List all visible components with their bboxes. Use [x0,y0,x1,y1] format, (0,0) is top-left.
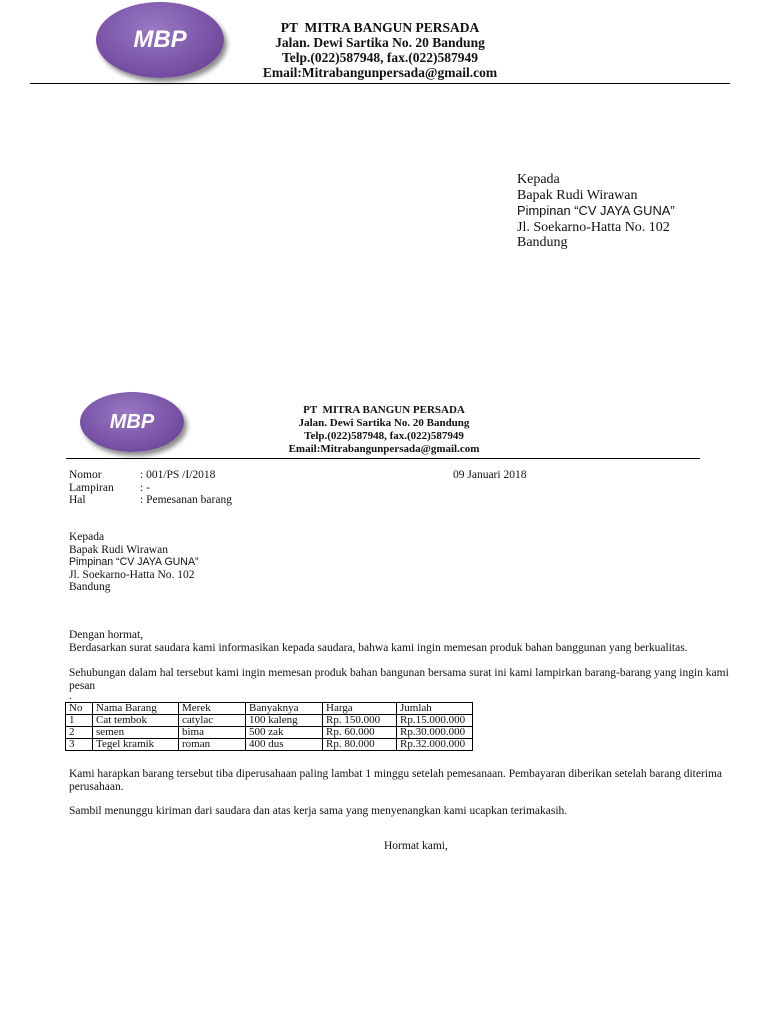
cell-banyaknya: 100 kaleng [246,715,323,727]
cell-nama-barang: Cat tembok [93,715,179,727]
company-phone: Telp.(022)587948, fax.(022)587949 [282,50,478,65]
items-table [65,702,473,751]
recipient-city-2: Bandung [69,581,111,594]
paragraph-3-line-1: Kami harapkan barang tersebut tiba diperusahaan paling lambat 1 minggu setelah pemesanaan. Pembayaran diberikan setelah barang diterima [69,768,723,780]
recipient-title-2: Pimpinan “CV JAYA GUNA” [69,556,199,569]
company-address: Jalan. Dewi Sartika No. 20 Bandung [275,35,485,50]
recipient-name-2: Bapak Rudi Wirawan [69,543,168,556]
cell-jumlah: Rp.32.000.000 [397,739,473,751]
header-merek: Merek [179,703,246,715]
cell-merek: bima [179,727,246,739]
cell-nama-barang: Tegel kramik [93,739,179,751]
recipient-name: Bapak Rudi Wirawan [517,187,638,203]
nomor-label: Nomor [69,469,102,481]
header-harga: Harga [323,703,397,715]
cell-banyaknya: 500 zak [246,727,323,739]
paragraph-3 [69,768,722,793]
paragraph-4: Sambil menunggu kiriman dari saudara dan atas kerja sama yang menyenangkan kami ucapkan terimakasih. [69,805,568,817]
recipient-city: Bandung [517,235,568,250]
paragraph-2-dot: . [69,690,72,703]
letterhead-top [240,20,520,80]
paragraph-2-line-1: Sehubungan dalam hal tersebut kami ingin memesan produk bahan bangunan bersama surat ini kami lampirkan barang-barang yang ingin kami [69,667,729,679]
company-email: Email:Mitrabangunpersada@gmail.com [262,65,498,80]
header-jumlah: Jumlah [397,703,473,715]
paragraph-3-line-2: perusahaan. [69,780,124,793]
letterhead-bottom [262,404,506,456]
company-address-2: Jalan. Dewi Sartika No. 20 Bandung [298,417,470,429]
table-row [66,739,473,751]
logo-text-2: MBP [109,410,155,433]
cell-merek: catylac [179,715,246,727]
closing: Hormat kami, [384,840,448,852]
company-name-2: PT MITRA BANGUN PERSADA [303,404,465,416]
cell-banyaknya: 400 dus [246,739,323,751]
lampiran-value: : - [140,482,150,494]
recipient-kepada-2: Kepada [69,531,105,543]
cell-nama-barang: semen [93,727,179,739]
cell-merek: roman [179,739,246,751]
header-no: No [66,703,93,715]
recipient-street: Jl. Soekarno-Hatta No. 102 [517,219,670,235]
company-logo-2 [80,392,184,452]
cell-no: 3 [66,739,93,751]
header-banyaknya: Banyaknya [246,703,323,715]
recipient-kepada: Kepada [517,172,560,187]
nomor-value: : 001/PS /I/2018 [140,469,216,481]
hal-value: : Pemesanan barang [140,494,232,506]
recipient-block-bottom [69,531,199,594]
logo-text: MBP [133,26,187,53]
company-phone-2: Telp.(022)587948, fax.(022)587949 [304,430,464,442]
table-row [66,715,473,727]
company-email-2: Email:Mitrabangunpersada@gmail.com [288,443,480,455]
letter-date: 09 Januari 2018 [453,469,527,481]
letterhead-rule-bottom [66,458,700,459]
cell-harga: Rp. 80.000 [323,739,397,751]
hal-label: Hal [69,494,86,506]
cell-jumlah: Rp.15.000.000 [397,715,473,727]
paragraph-1: Berdasarkan surat saudara kami informasikan kepada saudara, bahwa kami ingin memesan produk bahan banggunan yang berkualitas. [69,642,688,654]
recipient-block-top [517,172,675,251]
greeting: Dengan hormat, [69,629,144,641]
recipient-title: Pimpinan “CV JAYA GUNA” [517,203,675,218]
cell-harga: Rp. 60.000 [323,727,397,739]
cell-harga: Rp. 150.000 [323,715,397,727]
cell-jumlah: Rp.30.000.000 [397,727,473,739]
company-name: PT MITRA BANGUN PERSADA [280,20,480,35]
table-row [66,727,473,739]
recipient-street-2: Jl. Soekarno-Hatta No. 102 [69,568,195,581]
header-nama-barang: Nama Barang [93,703,179,715]
paragraph-2-line-2: pesan [69,679,96,692]
letterhead-rule-top [30,83,730,84]
lampiran-label: Lampiran [69,482,114,494]
paragraph-2 [69,667,729,703]
company-logo [96,2,224,78]
table-header-row [66,703,473,715]
cell-no: 1 [66,715,93,727]
cell-no: 2 [66,727,93,739]
